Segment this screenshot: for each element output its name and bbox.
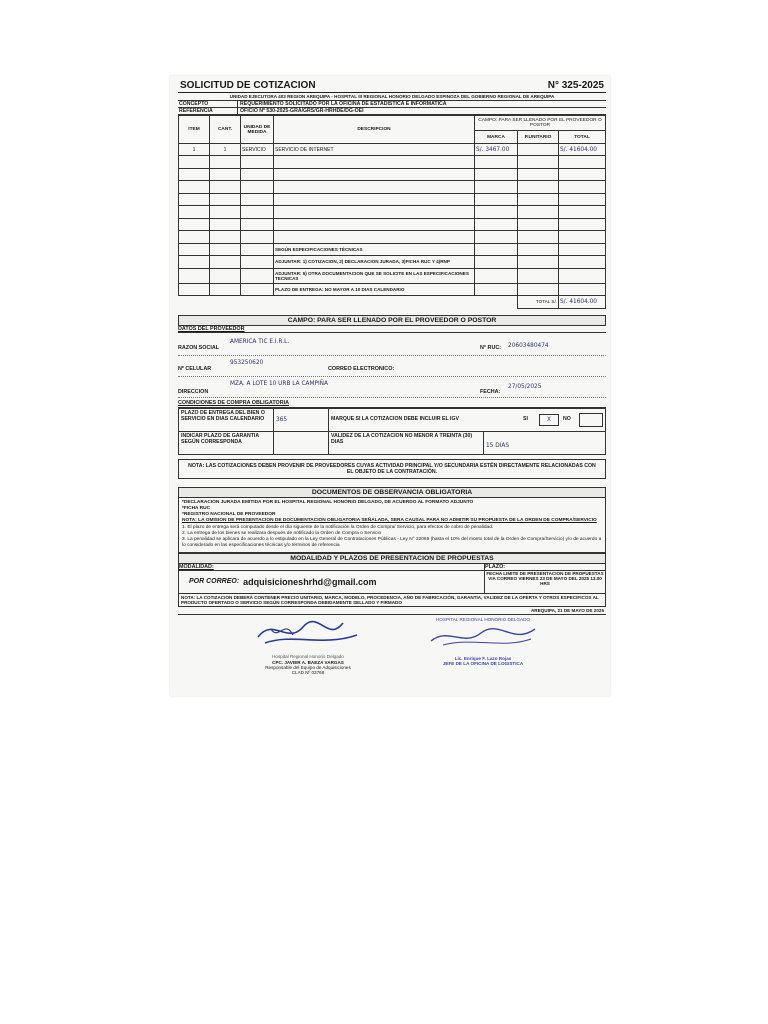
th-total: TOTAL xyxy=(559,131,606,144)
observance-line: 1. El plazo de entrega será computado desde el día siguiente de la notificación la Orden de Compra/ Servicio, para efectos de cobro de penalidad. xyxy=(182,524,494,530)
spec-line: PLAZO DE ENTREGA: NO MAYOR A 10 DIAS CALENDARIO xyxy=(274,283,475,296)
deadline-text: FECHA LIMITE DE PRESENTACION DE PROPUESTAS VIA CORREO VIERNES 23 DE MAYO DEL 2025 13.00 HRS xyxy=(484,570,605,594)
total-label: TOTAL S/. xyxy=(518,296,559,309)
unidad-ejecutora: UNIDAD EJECUTORA 403 REGION AREQUIPA - HOSPITAL III REGIONAL HONORIO DELGADO ESPINOZA DEL GOBIERNO REGIONAL DE AREQUIPA xyxy=(178,93,606,101)
referencia-label: REFERENCIA xyxy=(178,108,238,114)
total-value: S/. 41604.00 xyxy=(559,296,606,309)
plazo-row xyxy=(178,408,606,432)
table-row xyxy=(179,256,606,269)
table-row xyxy=(179,168,606,181)
cell-item-total: S/. 41604.00 xyxy=(559,143,606,156)
spec-line: ADJUNTAR: 5) OTRA DOCUMENTACION QUE SE SOLICITE EN LAS ESPECIFICACIONES TECNICAS xyxy=(274,268,475,283)
table-row xyxy=(179,283,606,296)
right-stamp: HOSPITAL REGIONAL HONORIO DELGADO xyxy=(435,617,531,623)
razon-label: RAZON SOCIAL xyxy=(178,345,220,352)
referencia-row xyxy=(178,108,606,115)
right-signature-scribble xyxy=(423,623,543,651)
spec-line: SEGÚN ESPECIFICACIONES TÉCNICAS xyxy=(274,243,475,256)
table-row xyxy=(179,156,606,169)
table-row xyxy=(179,243,606,256)
cell-item: 1 xyxy=(179,143,210,156)
observance-line: NOTA: LA OMISION DE PRESENTACION DE DOCUMENTACION OBLIGATORIA SEÑALADA, SERA CAUSAL PARA NO ADMITIR SU PROPUESTA DE LA ORDEN DE COMPRA/SERVICIO xyxy=(182,518,597,524)
plazo-value: 365 xyxy=(274,409,329,431)
email-link[interactable]: adquisicioneshrhd@gmail.com xyxy=(243,576,377,587)
table-row xyxy=(179,268,606,283)
observance-line: *DECLARACION JURADA EMITIDA POR EL HOSPITAL REGIONAL HONORIO DELGADO, DE ACUERDO AL FORMATO ADJUNTO xyxy=(182,499,474,505)
si-label: SI xyxy=(523,415,528,422)
doc-title: SOLICITUD DE COTIZACION xyxy=(180,80,316,91)
left-name: CPC. JAVIER A. BAEZA VARGAS xyxy=(272,659,344,665)
ruc-label: N° RUC: xyxy=(480,345,502,352)
cell-empty xyxy=(518,143,559,156)
quotation-document xyxy=(178,80,606,675)
cell-descripcion: SERVICIO DE INTERNET xyxy=(274,143,475,156)
concepto-label: CONCEPTO xyxy=(178,101,238,107)
concepto-value: REQUERIMIENTO SOLICITADO POR LA OFICINA DE ESTADISTICA E INFORMATICA xyxy=(240,101,447,108)
cell-unit-price: S/. 3467.00 xyxy=(475,143,518,156)
plazo-modality-label: PLAZO: xyxy=(484,564,605,570)
table-row xyxy=(179,218,606,231)
ruc-value: 20603480474 xyxy=(508,343,549,350)
observance-line: *FICHA RUC xyxy=(182,505,211,511)
garantia-row xyxy=(178,432,606,455)
observance-line: 2. La entrega de los bienes se realizara después de notificado la Orden de Compra o Servicio xyxy=(182,530,382,536)
concepto-row xyxy=(178,101,606,108)
table-row xyxy=(179,181,606,194)
left-signature xyxy=(248,615,368,675)
fecha-label: FECHA: xyxy=(480,389,501,396)
celular-value: 953250620 xyxy=(230,360,264,367)
spec-line: ADJUNTAR: 1) COTIZACION, 2) DECLARACION JURADA, 3)FICHA RUC Y 4)RNP xyxy=(274,256,475,269)
th-marca: MARCA xyxy=(475,131,518,144)
celular-label: Nº CELULAR xyxy=(178,366,212,373)
por-correo-label: POR CORREO: xyxy=(189,578,240,586)
fecha-value: 27/05/2025 xyxy=(508,384,542,391)
datos-proveedor-label: DATOS DEL PROVEEDOR xyxy=(178,326,606,333)
referencia-value: OFICIO Nº 530-2025-GRA/GRS/GR-HRHDE/DG-OEI xyxy=(240,108,364,115)
right-signature xyxy=(418,617,548,666)
igv-label: MARQUE SI LA COTIZACION DEBE INCLUIR EL IGV xyxy=(331,415,459,422)
direccion-label: DIRECCION xyxy=(178,389,209,396)
validez-label: VALIDEZ DE LA COTIZACION NO MENOR A TREINTA (30) DIAS xyxy=(329,432,484,454)
garantia-label: INDICAR PLAZO DE GARANTIA SEGÚN CORRESPONDA xyxy=(179,432,274,454)
modalidad-label: MODALIDAD: xyxy=(179,563,214,570)
observance-title: DOCUMENTOS DE OBSERVANCIA OBLIGATORIA xyxy=(178,487,606,498)
modality-row xyxy=(178,571,606,594)
signature-area xyxy=(178,615,606,675)
no-box[interactable] xyxy=(579,409,605,431)
right-name: Lic. Enrique F. Lazo Rojas xyxy=(454,655,512,661)
conditions-note: NOTA: LAS COTIZACIONES DEBEN PROVENIR DE PROVEEDORES CUYAS ACTIVIDAD PRINCIPAL Y/O SECUNDARIA ESTÉN DIRECTAMENTE RELACIONADAS CON EL OBJETO DE LA CONTRATACIÓN. xyxy=(178,459,606,479)
th-descripcion: DESCRIPCION xyxy=(274,116,475,144)
table-row xyxy=(179,231,606,244)
celular-row xyxy=(178,356,606,377)
doc-header xyxy=(178,80,606,93)
th-cant: CANT. xyxy=(210,116,241,144)
observance-line: *REGISTRO NACIONAL DE PROVEEDOR xyxy=(182,512,276,518)
si-box[interactable] xyxy=(539,409,561,431)
modality-note: NOTA: LA COTIZACION DEBERÁ CONTENER PRECIO UNITARIO, MARCA, MODELO, PROCEDENCIA, AÑO DE FABRICACIÓN, GARANTIA, VALIDEZ DE LA OFERTA Y OTROS ESPECIFICOS AL PRODUCTO OFERTADO O SERVICIO SEGÚN CORRESPONDA DEBIDAMENTE SELLADO Y FIRMADO xyxy=(178,594,606,608)
total-row xyxy=(179,296,606,309)
plazo-label: PLAZO DE ENTREGA DEL BIEN O SERVICIO EN DIAS CALENDARIO xyxy=(179,409,274,431)
left-signature-scribble xyxy=(253,615,363,649)
doc-number: N° 325-2025 xyxy=(547,80,604,91)
left-code: CLAD Nº 03766 xyxy=(291,670,325,676)
document-sheet xyxy=(170,76,610,696)
table-row xyxy=(179,143,606,156)
validez-value: 15 DIAS xyxy=(486,442,510,449)
table-row xyxy=(179,206,606,219)
cell-cant: 1 xyxy=(210,143,241,156)
modality-title: MODALIDAD Y PLAZOS DE PRESENTACION DE PROPUESTAS xyxy=(178,553,606,564)
th-item: ITEM xyxy=(179,116,210,144)
th-punitario: P.UNITARIO xyxy=(518,131,559,144)
correo-label: CORREO ELECTRONICO: xyxy=(328,366,395,373)
table-row xyxy=(179,193,606,206)
no-mark xyxy=(579,413,603,427)
direccion-value: MZA. A LOTE 10 URB LA CAMPIÑA xyxy=(230,381,328,388)
garantia-value xyxy=(274,432,329,454)
no-label: NO xyxy=(563,415,571,422)
right-role: JEFE DE LA OFICINA DE LOGISTICA xyxy=(442,661,524,667)
razon-social-row xyxy=(178,333,606,356)
conditions-title: CONDICIONES DE COMPRA OBLIGATORIA xyxy=(178,400,606,407)
left-stamp: Hospital Regional Honorio Delgado xyxy=(272,654,344,660)
provider-section-title: CAMPO: PARA SER LLENADO POR EL PROVEEDOR O POSTOR xyxy=(178,315,606,326)
si-mark: X xyxy=(539,414,559,426)
place-date: AREQUIPA, 21 DE MAYO DE 2025 xyxy=(178,607,606,615)
left-role: Responsable del Equipo de Adquisiciones xyxy=(265,665,351,671)
th-unidad: UNIDAD DE MEDIDA xyxy=(241,116,274,144)
observance-line: 3. La penalidad se aplicara de acuerdo a lo estipulado en la Ley General de Contrataciones Públicas - Ley N° 32069 (hasta el 10% del monto total de la Orden de Compra/Servicio) y/o de acuerdo a lo considerado en las especificaciones técnicas y/o términos de referencia xyxy=(182,537,602,549)
razon-value: AMERICA TIC E.I.R.L. xyxy=(230,339,290,346)
th-provider-field: CAMPO: PARA SER LLENADO POR EL PROVEEDOR O POSTOR xyxy=(475,116,606,131)
observance-list xyxy=(178,498,606,553)
direccion-row xyxy=(178,377,606,398)
cell-unidad: SERVICIO xyxy=(241,143,274,156)
items-table xyxy=(178,115,606,309)
